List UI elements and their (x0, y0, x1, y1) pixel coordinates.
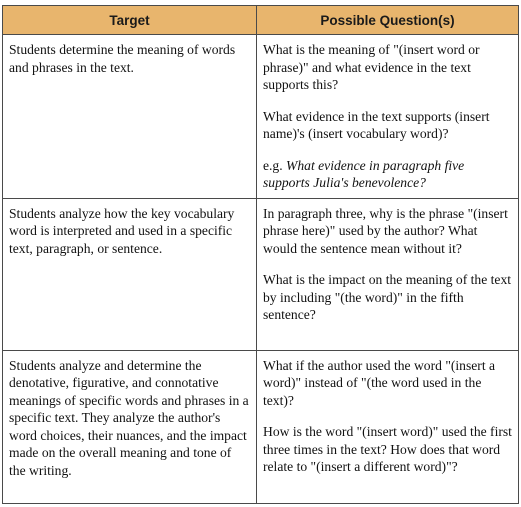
question-text: In paragraph three, why is the phrase "(insert phrase here)" used by the author? What would the sentence mean without it? (263, 205, 508, 256)
target-cell: Students determine the meaning of words and phrases in the text. (3, 35, 257, 199)
question-text: How is the word "(insert word)" used the first three times in the text? How does that word relate to "(insert a different word)"? (263, 424, 512, 474)
target-questions-table (2, 5, 519, 504)
questions-cell (257, 198, 519, 350)
target-questions-table-container (2, 5, 518, 504)
table-row (3, 35, 519, 199)
question-text: What is the impact on the meaning of the text by including "(the word)" in the fifth sentence? (263, 272, 512, 322)
target-cell: Students analyze how the key vocabulary word is interpreted and used in a specific text, paragraph, or sentence. (3, 198, 257, 350)
questions-cell (257, 350, 519, 503)
example-prefix: e.g. (263, 157, 287, 173)
header-possible-questions: Possible Question(s) (257, 6, 519, 35)
table-header-row (3, 6, 519, 35)
target-cell: Students analyze and determine the denotative, figurative, and connotative meanings of specific words and phrases in a specific text. They analyze the author's word choices, their nuances, and the impact made on the overall meaning and tone of the writing. (3, 350, 257, 503)
table-row (3, 350, 519, 503)
example-question (263, 157, 513, 192)
questions-cell (257, 35, 519, 199)
table-row (3, 198, 519, 350)
question-text: What if the author used the word "(insert a word)" instead of "(the word used in the text)? (263, 357, 496, 408)
question-text: What is the meaning of "(insert word or phrase)" and what evidence in the text supports this? (263, 42, 480, 92)
question-text: What evidence in the text supports (insert name)'s (insert vocabulary word)? (263, 108, 490, 141)
header-target: Target (3, 6, 257, 35)
example-text: What evidence in paragraph five supports Julia's benevolence? (263, 157, 465, 190)
